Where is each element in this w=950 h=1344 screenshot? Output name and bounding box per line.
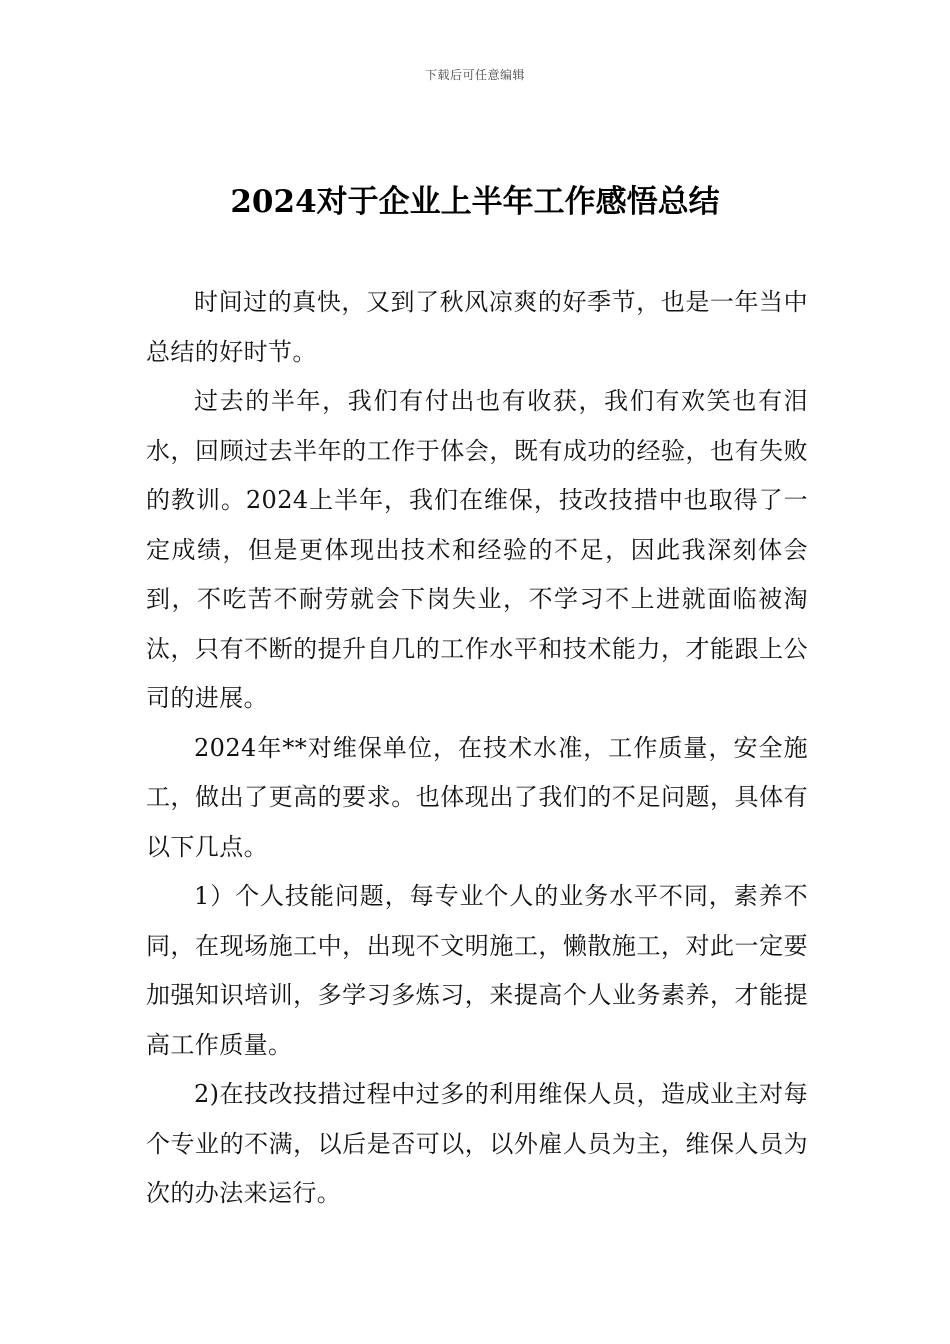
- document-body: [146, 278, 808, 1219]
- paragraph-2: 过去的半年，我们有付出也有收获，我们有欢笑也有泪水，回顾过去半年的工作于体会，既有成功的经验，也有失败的教训。2024上半年，我们在维保，技改技措中也取得了一定成绩，但是更体现出技术和经验的不足，因此我深刻体会到，不吃苦不耐劳就会下岗失业，不学习不上进就面临被淘汰，只有不断的提升自几的工作水平和技术能力，才能跟上公司的进展。: [146, 387, 808, 712]
- paragraph-4: 1）个人技能问题，每专业个人的业务水平不同，素养不同，在现场施工中，出现不文明施工，懒散施工，对此一定要加强知识培训，多学习多炼习，来提高个人业务素养，才能提高工作质量。: [146, 882, 808, 1059]
- paragraph-1: 时间过的真快，又到了秋风凉爽的好季节，也是一年当中总结的好时节。: [146, 288, 808, 366]
- paragraph-5: 2)在技改技措过程中过多的利用维保人员，造成业主对每个专业的不满，以后是否可以，以外雇人员为主，维保人员为次的办法来运行。: [146, 1080, 808, 1207]
- header-note: 下载后可任意编辑: [424, 68, 525, 82]
- document-title: 2024对于企业上半年工作感悟总结: [230, 184, 720, 220]
- paragraph-3: 2024年**对维保单位，在技术水准，工作质量，安全施工，做出了更高的要求。也体现出了我们的不足问题，具体有以下几点。: [146, 733, 808, 861]
